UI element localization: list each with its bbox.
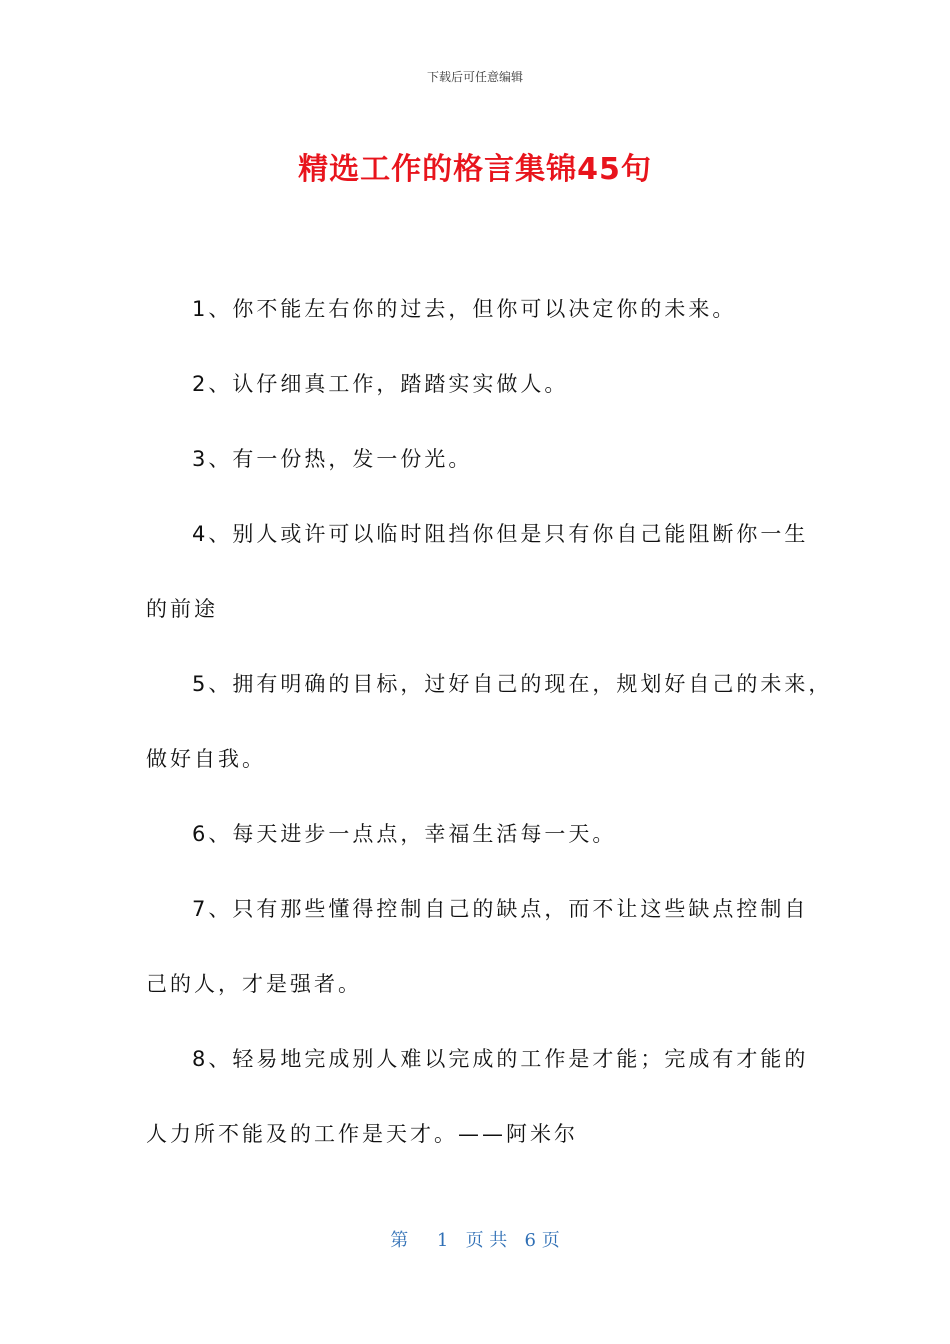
text-line: 做好自我。 [146,747,266,771]
text-line: 2、认仔细真工作，踏踏实实做人。 [192,372,569,396]
footer-page-number: 1 [436,1230,449,1251]
page-footer [0,1226,950,1252]
text-line: 人力所不能及的工作是天才。——阿米尔 [146,1122,578,1146]
text-line: 5、拥有明确的目标，过好自己的现在，规划好自己的未来， [192,672,833,696]
text-line: 4、别人或许可以临时阻挡你但是只有你自己能阻断你一生 [192,522,809,546]
document-body [146,272,833,1172]
text-line: 7、只有那些懂得控制自己的缺点，而不让这些缺点控制自 [192,897,809,921]
header-note: 下载后可任意编辑 [426,70,523,84]
footer-prefix: 第 [390,1230,409,1251]
text-line: 6、每天进步一点点，幸福生活每一天。 [192,822,617,846]
text-line: 3、有一份热，发一份光。 [192,447,473,471]
document-title: 精选工作的格言集锦45句 [298,152,652,187]
footer-middle: 页 共 [465,1230,508,1251]
footer-suffix: 页 [541,1230,560,1251]
text-line: 1、你不能左右你的过去，但你可以决定你的未来。 [192,297,737,321]
text-line: 的前途 [146,597,218,621]
text-line: 8、轻易地完成别人难以完成的工作是才能；完成有才能的 [192,1047,809,1071]
text-line: 己的人，才是强者。 [146,972,362,996]
footer-total-pages: 6 [524,1230,536,1251]
